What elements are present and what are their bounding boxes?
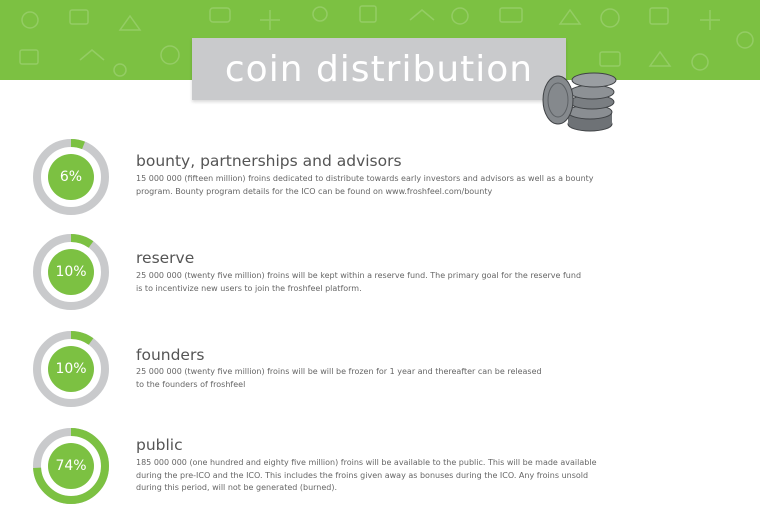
item-description-line: 15 000 000 (fifteen million) froins dedicated to distribute towards early investors and advisors as well as a bounty bbox=[136, 174, 594, 183]
item-description-line: to the founders of froshfeel bbox=[136, 379, 246, 389]
item-title: reserve bbox=[136, 249, 195, 267]
distribution-item bbox=[0, 427, 760, 517]
item-description-line: during this period, will not be generated (burned). bbox=[136, 483, 338, 492]
item-description bbox=[136, 173, 656, 198]
item-title: founders bbox=[136, 346, 205, 364]
item-description-line: 25 000 000 (twenty five million) froins will be kept within a reserve fund. The primary goal for the reserve fund bbox=[136, 271, 582, 280]
percent-label: 6% bbox=[59, 169, 83, 185]
percent-label: 10% bbox=[55, 361, 87, 377]
item-description-line: 185 000 000 (one hundred and eighty five million) froins will be available to the public. This will be made available bbox=[136, 458, 597, 467]
item-title: public bbox=[136, 436, 183, 454]
coin-stack-icon bbox=[532, 62, 622, 142]
percent-ring bbox=[32, 138, 110, 216]
item-description-line: is to incentivize new users to join the froshfeel platform. bbox=[136, 283, 362, 293]
item-description bbox=[136, 270, 656, 295]
percent-ring bbox=[32, 330, 110, 408]
page-title: coin distribution bbox=[224, 48, 534, 90]
percent-label: 74% bbox=[55, 458, 87, 474]
distribution-item bbox=[0, 138, 760, 228]
item-description bbox=[136, 457, 656, 495]
item-description-line: 25 000 000 (twenty five million) froins will be will be frozen for 1 year and thereafter can be released bbox=[136, 367, 542, 376]
percent-ring bbox=[32, 233, 110, 311]
percent-label: 10% bbox=[55, 264, 87, 280]
distribution-item bbox=[0, 233, 760, 323]
distribution-item bbox=[0, 330, 760, 420]
percent-ring bbox=[32, 427, 110, 505]
item-description-line: program. Bounty program details for the ICO can be found on www.froshfeel.com/bounty bbox=[136, 186, 493, 196]
item-description bbox=[136, 366, 656, 391]
title-box bbox=[192, 38, 566, 100]
item-description-line: during the pre-ICO and the ICO. This includes the froins given away as bonuses during the ICO. Any froins unsold bbox=[136, 470, 589, 480]
item-title: bounty, partnerships and advisors bbox=[136, 152, 402, 170]
